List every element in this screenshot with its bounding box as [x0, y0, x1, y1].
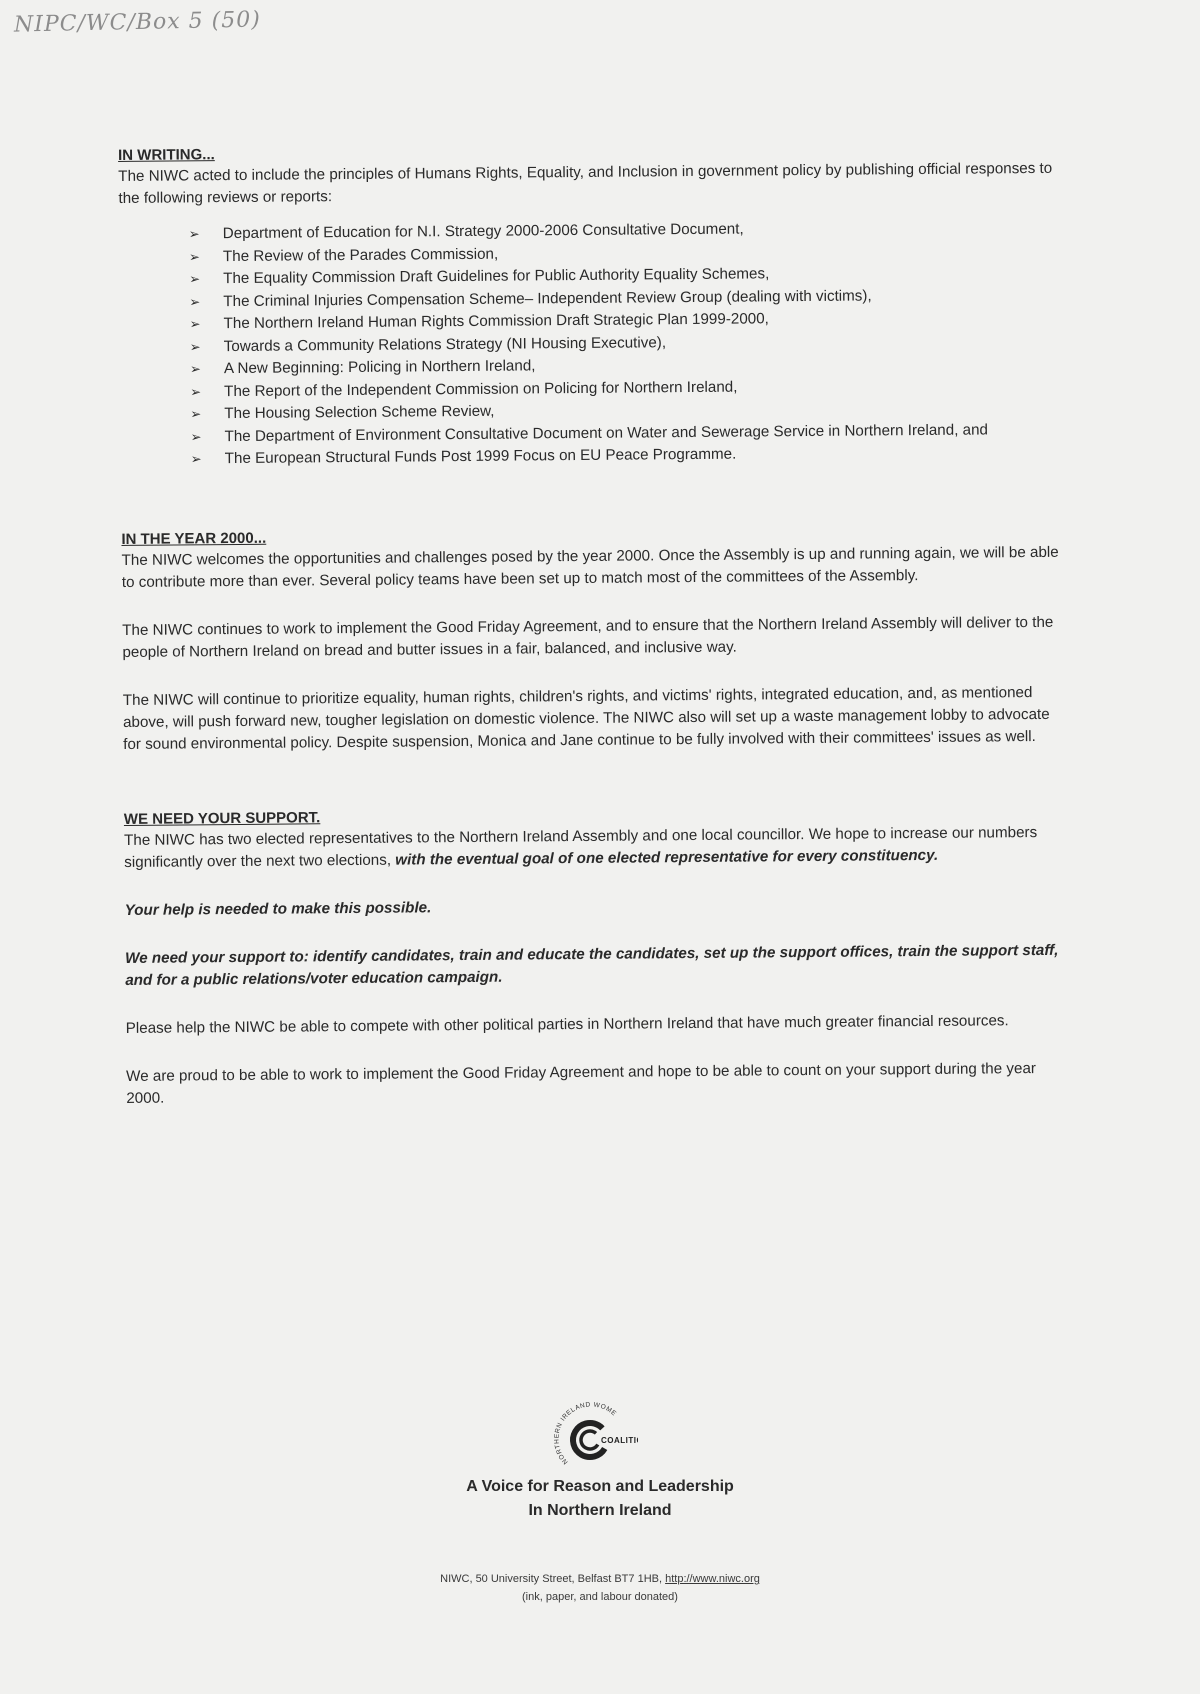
support-help-needed: Your help is needed to make this possible.	[124, 898, 432, 919]
list-item: ➢ The Housing Selection Scheme Review,	[190, 396, 1050, 426]
list-item: ➢ The Report of the Independent Commission on Policing for Northern Ireland,	[190, 373, 1050, 403]
reports-list	[189, 216, 1051, 471]
address-line	[0, 1570, 1200, 1588]
list-item: ➢ The European Structural Funds Post 1999 Focus on EU Peace Programme.	[191, 441, 1051, 471]
list-item: ➢ A New Beginning: Policing in Northern Ireland,	[190, 351, 1050, 381]
document-body	[118, 138, 1067, 1136]
list-item: ➢ Department of Education for N.I. Strategy 2000-2006 Consultative Document,	[189, 216, 1049, 246]
svg-text:COALITION: COALITI	[601, 1436, 637, 1445]
tagline-line-1: A Voice for Reason and Leadership	[466, 1478, 734, 1495]
coalition-logo-icon	[548, 1396, 638, 1486]
arrow-bullet-icon: ➢	[190, 406, 202, 422]
svg-text:NORTHERN IRELAND WOMEN'S: NORTHERN IRELAND WOME	[553, 1401, 618, 1466]
list-item: ➢ The Criminal Injuries Compensation Scheme– Independent Review Group (dealing with victims),	[189, 283, 1049, 313]
footer-address	[0, 1570, 1200, 1606]
in-writing-intro: The NIWC acted to include the principles of Humans Rights, Equality, and Inclusion in government policy by publishing official responses to the following reviews or reports:	[118, 159, 1053, 207]
list-item: ➢ The Equality Commission Draft Guidelines for Public Authority Equality Schemes,	[189, 261, 1049, 291]
arrow-bullet-icon: ➢	[189, 338, 201, 354]
arrow-bullet-icon: ➢	[188, 226, 200, 242]
arrow-bullet-icon: ➢	[189, 271, 201, 287]
support-paragraph-4: Please help the NIWC be able to compete with other political parties in Northern Ireland that have much greater financial resources.	[125, 1011, 1009, 1037]
tagline-line-2: In Northern Ireland	[528, 1502, 672, 1519]
arrow-bullet-icon: ➢	[190, 451, 202, 467]
arrow-bullet-icon: ➢	[190, 383, 202, 399]
support-goal-emphasis: with the eventual goal of one elected representative for every constituency.	[395, 846, 939, 869]
support-paragraph-1: The NIWC has two elected representatives to the Northern Ireland Assembly and one local councillor. We hope to increase our numbers significantly over the next two elections, with the eventual goal of one elected representative for every constituency.	[123, 823, 1038, 871]
arrow-bullet-icon: ➢	[189, 293, 201, 309]
list-item: ➢ The Department of Environment Consultative Document on Water and Sewerage Service in Northern Ireland, and	[190, 418, 1050, 448]
donation-credit: (ink, paper, and labour donated)	[522, 1591, 678, 1603]
section-title-year-2000: IN THE YEAR 2000...	[121, 529, 267, 548]
arrow-bullet-icon: ➢	[188, 248, 200, 264]
arrow-bullet-icon: ➢	[189, 361, 201, 377]
website-link[interactable]: http://www.niwc.org	[665, 1573, 760, 1585]
support-needs-list: We need your support to: identify candidates, train and educate the candidates, set up the support offices, train the support staff, and for a public relations/voter education campaign.	[125, 941, 1059, 989]
arrow-bullet-icon: ➢	[190, 428, 202, 444]
footer-tagline	[0, 1475, 1200, 1523]
list-item: ➢ The Review of the Parades Commission,	[189, 238, 1049, 268]
year-2000-paragraph-1: The NIWC welcomes the opportunities and challenges posed by the year 2000. Once the Assembly is up and running again, we will be able to contribute more than ever. Several policy teams have been set up to match most of the committees of the Assembly.	[121, 543, 1059, 591]
support-paragraph-5: We are proud to be able to work to implement the Good Friday Agreement and hope to be able to count on your support during the year 2000.	[126, 1059, 1036, 1107]
postal-address: NIWC, 50 University Street, Belfast BT7 1HB,	[440, 1573, 663, 1585]
list-item: ➢ Towards a Community Relations Strategy (NI Housing Executive),	[190, 328, 1050, 358]
year-2000-paragraph-2: The NIWC continues to work to implement the Good Friday Agreement, and to ensure that the Northern Ireland Assembly will deliver to the people of Northern Ireland on bread and butter issues in a fair, balanced, and inclusive way.	[122, 613, 1054, 661]
list-item: ➢ The Northern Ireland Human Rights Commission Draft Strategic Plan 1999-2000,	[189, 306, 1049, 336]
section-title-in-writing: IN WRITING...	[118, 146, 215, 164]
arrow-bullet-icon: ➢	[189, 316, 201, 332]
section-title-support: WE NEED YOUR SUPPORT.	[123, 808, 321, 828]
year-2000-paragraph-3: The NIWC will continue to prioritize equality, human rights, children's rights, and victims' rights, integrated education, and, as mentioned above, will push forward new, tougher legislation on domestic violence. The NIWC also will set up a waste management lobby to advocate for sound environmental policy. Despite suspension, Monica and Jane continue to be fully involved with their committees' issues as well.	[122, 683, 1050, 753]
handwritten-archive-note: NIPC/WC/Box 5 (50)	[13, 7, 262, 38]
